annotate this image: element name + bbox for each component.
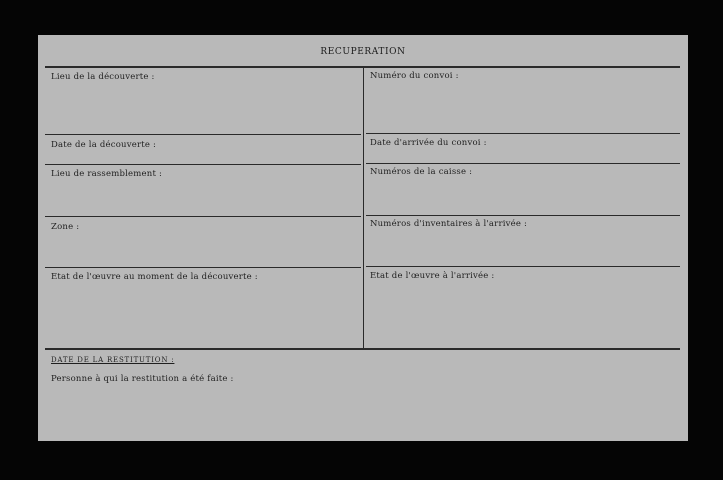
field-label-date-arrivee-convoi: Date d'arrivée du convoi : — [370, 138, 487, 148]
rule-bottom — [45, 348, 680, 350]
rule-right-1 — [366, 133, 680, 134]
rule-right-3 — [366, 215, 680, 216]
field-label-numeros-inventaires: Numéros d'inventaires à l'arrivée : — [370, 219, 528, 229]
field-label-etat-decouverte: Etat de l'œuvre au moment de la découverte : — [51, 272, 258, 282]
restitution-date-heading: DATE DE LA RESTITUTION : — [51, 356, 175, 364]
field-label-lieu-decouverte: Lieu de la découverte : — [51, 72, 155, 82]
field-label-etat-arrivee: Etat de l'œuvre à l'arrivée : — [370, 271, 495, 281]
record-card — [38, 35, 688, 441]
column-divider — [363, 66, 364, 348]
field-label-zone: Zone : — [51, 222, 80, 232]
field-label-numero-convoi: Numéro du convoi : — [370, 71, 459, 81]
rule-right-4 — [366, 266, 680, 267]
rule-right-2 — [366, 163, 680, 164]
rule-left-2 — [45, 164, 361, 165]
rule-left-4 — [45, 267, 361, 268]
field-label-numeros-caisse: Numéros de la caisse : — [370, 167, 473, 177]
rule-left-3 — [45, 216, 361, 217]
card-title: RECUPERATION — [320, 47, 406, 57]
field-label-date-decouverte: Date de la découverte : — [51, 140, 157, 150]
rule-left-1 — [45, 134, 361, 135]
field-label-lieu-rassemblement: Lieu de rassemblement : — [51, 169, 163, 179]
field-label-personne-restitution: Personne à qui la restitution a été faite : — [51, 374, 234, 384]
